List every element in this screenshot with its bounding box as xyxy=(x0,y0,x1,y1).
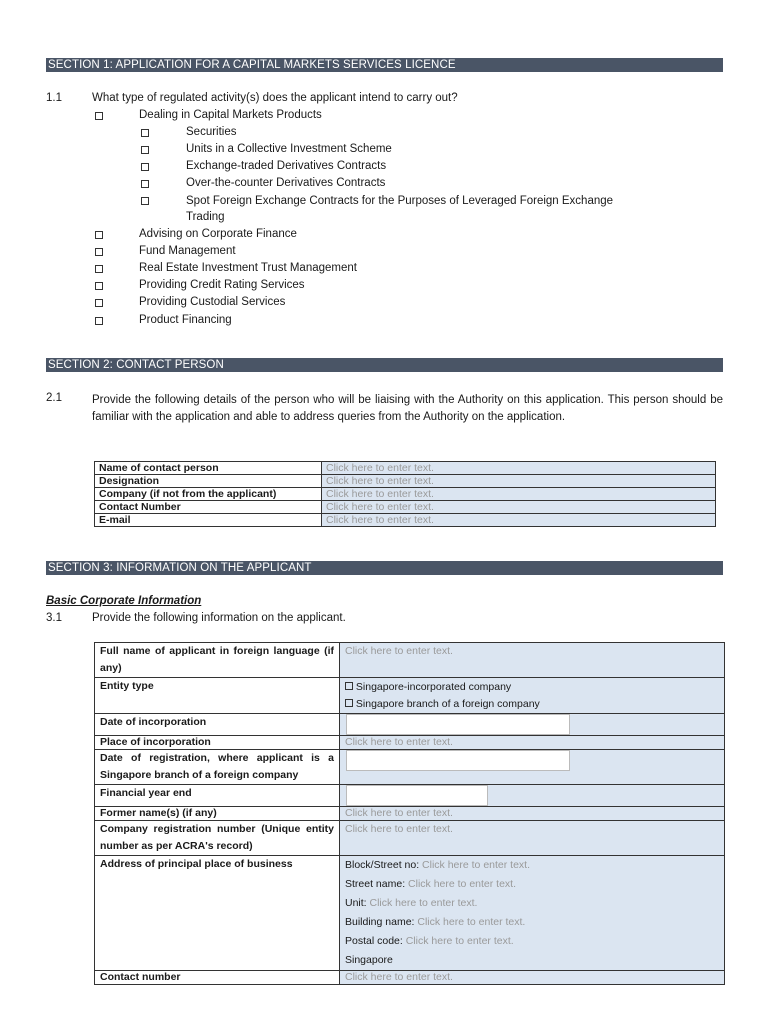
row-label: Address of principal place of business xyxy=(95,856,340,971)
checkbox-label: Providing Custodial Services xyxy=(139,296,286,308)
checkbox-exchange-traded[interactable] xyxy=(141,163,149,171)
applicant-info-table xyxy=(94,642,725,985)
question-number: 3.1 xyxy=(46,612,62,624)
checkbox-label: Securities xyxy=(186,126,237,138)
row-label: Name of contact person xyxy=(95,462,322,475)
checkbox-label: Dealing in Capital Markets Products xyxy=(139,109,322,121)
contact-name-field[interactable]: Click here to enter text. xyxy=(322,462,716,475)
table-row xyxy=(95,807,725,821)
table-row xyxy=(95,488,716,501)
address-label: Block/Street no: xyxy=(345,859,420,871)
row-label: Contact Number xyxy=(95,501,322,514)
subheading: Basic Corporate Information xyxy=(46,595,202,607)
table-row xyxy=(95,714,725,736)
address-label: Street name: xyxy=(345,878,406,890)
checkbox-label: Fund Management xyxy=(139,245,236,257)
row-label: E-mail xyxy=(95,514,322,527)
row-label: Former name(s) (if any) xyxy=(95,807,340,821)
section-2-header: SECTION 2: CONTACT PERSON xyxy=(46,358,723,372)
checkbox-label: Real Estate Investment Trust Management xyxy=(139,262,357,274)
checkbox-label: Over-the-counter Derivatives Contracts xyxy=(186,177,386,189)
date-incorporation-field[interactable] xyxy=(346,714,570,735)
row-label: Contact number xyxy=(95,971,340,985)
table-row xyxy=(95,501,716,514)
unit-field[interactable]: Click here to enter text. xyxy=(369,897,478,909)
checkbox-dealing[interactable] xyxy=(95,112,103,120)
checkbox-product-financing[interactable] xyxy=(95,317,103,325)
company-field[interactable]: Click here to enter text. xyxy=(322,488,716,501)
table-row xyxy=(95,856,725,971)
entity-option[interactable] xyxy=(345,696,719,713)
address-label: Unit: xyxy=(345,897,367,909)
row-label: Entity type xyxy=(95,678,340,714)
checkbox-label-cont: Trading xyxy=(186,211,225,223)
postal-code-field[interactable]: Click here to enter text. xyxy=(405,935,514,947)
address-label: Postal code: xyxy=(345,935,403,947)
email-field[interactable]: Click here to enter text. xyxy=(322,514,716,527)
question-number: 1.1 xyxy=(46,92,62,104)
row-label: Designation xyxy=(95,475,322,488)
table-row xyxy=(95,750,725,785)
row-label: Company (if not from the applicant) xyxy=(95,488,322,501)
row-label: Place of incorporation xyxy=(95,736,340,750)
checkbox-units-cis[interactable] xyxy=(141,146,149,154)
checkbox-advising[interactable] xyxy=(95,231,103,239)
checkbox-fund-mgmt[interactable] xyxy=(95,248,103,256)
block-street-field[interactable]: Click here to enter text. xyxy=(422,859,531,871)
checkbox-securities[interactable] xyxy=(141,129,149,137)
checkbox-label: Units in a Collective Investment Scheme xyxy=(186,143,392,155)
table-row xyxy=(95,785,725,807)
checkbox-spot-fx[interactable] xyxy=(141,197,149,205)
contact-number-field[interactable]: Click here to enter text. xyxy=(322,501,716,514)
table-row xyxy=(95,736,725,750)
company-registration-field[interactable]: Click here to enter text. xyxy=(340,821,725,856)
checkbox-label: Exchange-traded Derivatives Contracts xyxy=(186,160,387,172)
row-label: Date of registration, where applicant is a Singapore branch of a foreign company xyxy=(95,750,340,785)
row-label: Financial year end xyxy=(95,785,340,807)
table-row xyxy=(95,678,725,714)
street-name-field[interactable]: Click here to enter text. xyxy=(408,878,517,890)
checkbox-sg-incorporated[interactable] xyxy=(345,682,353,690)
checkbox-reit[interactable] xyxy=(95,265,103,273)
checkbox-label: Advising on Corporate Finance xyxy=(139,228,297,240)
place-incorporation-field[interactable]: Click here to enter text. xyxy=(340,736,725,750)
checkbox-credit-rating[interactable] xyxy=(95,282,103,290)
contact-person-table xyxy=(94,461,716,527)
question-number: 2.1 xyxy=(46,392,62,404)
section-3-header: SECTION 3: INFORMATION ON THE APPLICANT xyxy=(46,561,723,575)
table-row xyxy=(95,462,716,475)
building-name-field[interactable]: Click here to enter text. xyxy=(417,916,526,928)
checkbox-label: Product Financing xyxy=(139,314,232,326)
row-label: Full name of applicant in foreign language (if any) xyxy=(95,643,340,678)
table-row xyxy=(95,643,725,678)
address-fields xyxy=(340,856,725,971)
full-name-field[interactable]: Click here to enter text. xyxy=(340,643,725,678)
financial-year-end-field[interactable] xyxy=(346,785,488,806)
checkbox-label: Providing Credit Rating Services xyxy=(139,279,305,291)
checkbox-custodial[interactable] xyxy=(95,299,103,307)
date-registration-field[interactable] xyxy=(346,750,570,771)
designation-field[interactable]: Click here to enter text. xyxy=(322,475,716,488)
table-row xyxy=(95,971,725,985)
row-label: Company registration number (Unique entity number as per ACRA's record) xyxy=(95,821,340,856)
contact-number-field[interactable]: Click here to enter text. xyxy=(340,971,725,985)
entity-type-options xyxy=(340,678,725,714)
option-label: Singapore-incorporated company xyxy=(355,681,512,693)
entity-option[interactable] xyxy=(345,679,719,696)
row-label: Date of incorporation xyxy=(95,714,340,736)
question-text: Provide the following information on the applicant. xyxy=(92,612,346,624)
address-label: Building name: xyxy=(345,916,415,928)
table-row xyxy=(95,821,725,856)
table-row xyxy=(95,475,716,488)
option-label: Singapore branch of a foreign company xyxy=(355,698,540,710)
checkbox-sg-branch[interactable] xyxy=(345,699,353,707)
question-text: Provide the following details of the person who will be liaising with the Authority on this application. This person should be familiar with the application and able to address queries from the Authority on the application. xyxy=(92,394,723,423)
table-row xyxy=(95,514,716,527)
section-1-header: SECTION 1: APPLICATION FOR A CAPITAL MARKETS SERVICES LICENCE xyxy=(46,58,723,72)
former-names-field[interactable]: Click here to enter text. xyxy=(340,807,725,821)
checkbox-otc[interactable] xyxy=(141,180,149,188)
checkbox-label: Spot Foreign Exchange Contracts for the Purposes of Leveraged Foreign Exchange xyxy=(186,195,614,207)
country-value: Singapore xyxy=(345,954,393,966)
question-text: What type of regulated activity(s) does the applicant intend to carry out? xyxy=(92,92,458,104)
